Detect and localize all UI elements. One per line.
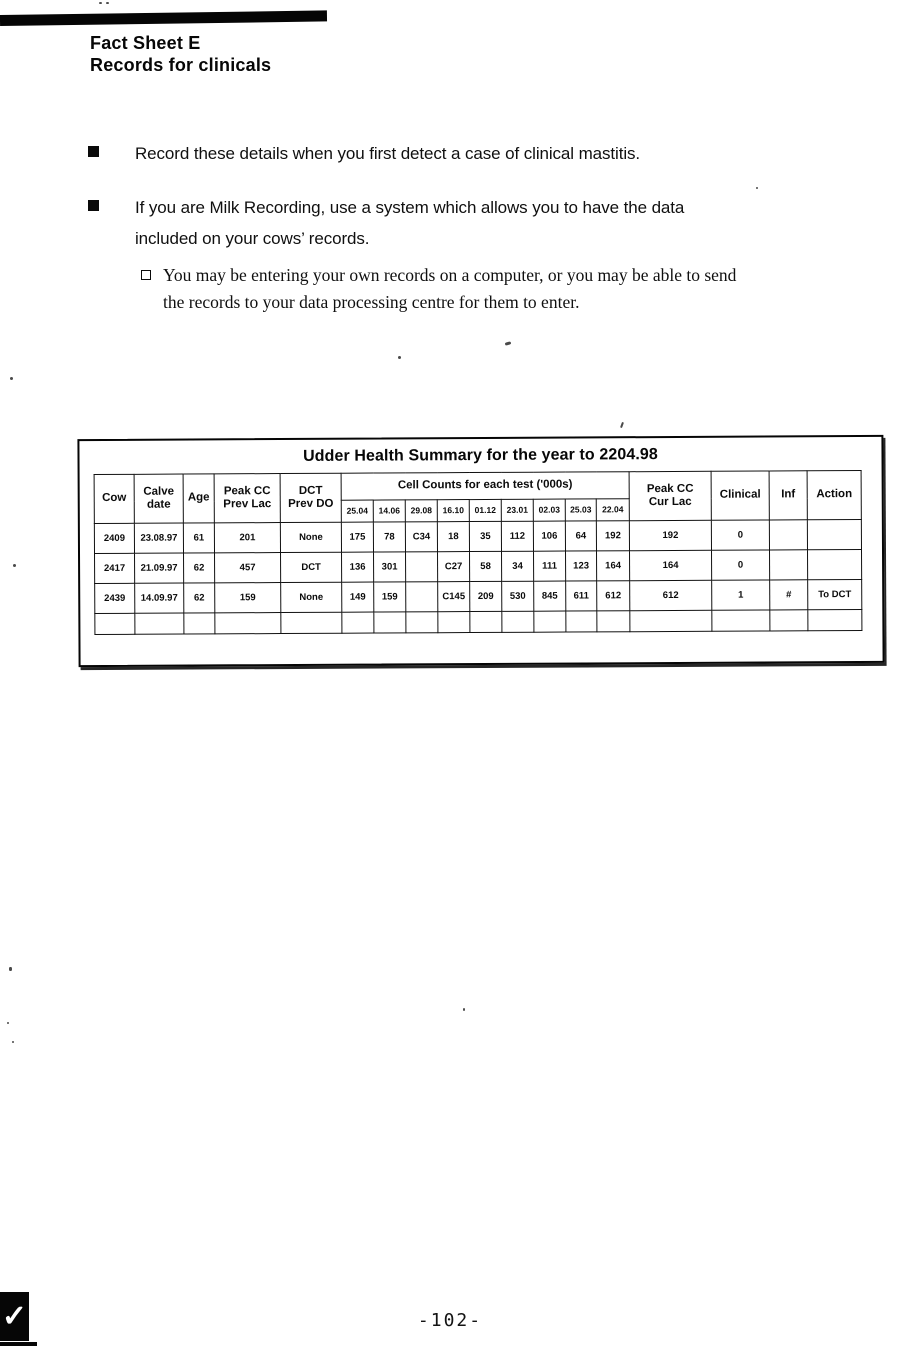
col-header-clinical: Clinical [711, 471, 769, 520]
table-cell: 457 [215, 553, 281, 583]
test-date-header: 02.03 [533, 499, 565, 521]
table-cell [630, 610, 712, 631]
table-cell [470, 611, 502, 632]
table-cell: 159 [215, 583, 281, 613]
table-cell: 35 [469, 521, 501, 551]
table-cell [438, 612, 470, 633]
table-cell [712, 610, 770, 631]
table-cell: None [281, 582, 342, 612]
sub-bullet-text [163, 262, 736, 316]
table-cell: 845 [534, 581, 566, 611]
table-cell: 175 [341, 522, 373, 552]
test-date-header: 29.08 [405, 500, 437, 522]
checkmark-logo-icon: ✓ [0, 1292, 29, 1341]
table-cell [808, 610, 862, 631]
test-date-header: 01.12 [469, 499, 501, 521]
test-date-header: 25.04 [341, 500, 373, 522]
fact-sheet-subtitle: Records for clinicals [90, 55, 272, 75]
table-cell [534, 611, 566, 632]
bullet-2-line: If you are Milk Recording, use a system which allows you to have the data [135, 198, 685, 217]
table-cell: 112 [501, 521, 533, 551]
table-cell [406, 612, 438, 633]
sub-bullet-line: the records to your data processing centre for them to enter. [163, 292, 580, 312]
table-cell [135, 613, 184, 634]
col-header-peak-cc-prev: Peak CC Prev Lac [214, 474, 280, 523]
table-cell: 2409 [94, 523, 134, 553]
table-cell: 64 [565, 521, 596, 551]
test-date-header: 16.10 [437, 500, 469, 522]
table-cell: None [280, 522, 341, 552]
table-cell: 111 [534, 551, 566, 581]
table-cell [566, 611, 597, 632]
scan-artifact [463, 1008, 465, 1011]
table-cell: 611 [566, 581, 597, 611]
table-cell: 530 [502, 581, 534, 611]
col-header-cow: Cow [94, 474, 134, 523]
table-cell: 34 [502, 551, 534, 581]
table-cell: 58 [470, 551, 502, 581]
scan-artifact [10, 377, 13, 380]
table-cell: 209 [470, 581, 502, 611]
table-cell [95, 613, 135, 634]
table-cell: 136 [342, 552, 374, 582]
table-cell [374, 612, 406, 633]
table-cell [769, 520, 807, 550]
table-cell [769, 550, 807, 580]
table-row [95, 580, 862, 614]
scan-artifact [620, 422, 624, 428]
scan-artifact [106, 2, 109, 4]
table-cell: 612 [630, 580, 712, 610]
table-cell: # [770, 580, 808, 610]
table-cell: 14.09.97 [135, 583, 184, 613]
table-cell [406, 552, 438, 582]
table-title: Udder Health Summary for the year to 2204.98 [303, 446, 658, 465]
table-cell: 106 [533, 521, 565, 551]
table-cell [215, 613, 281, 634]
open-square-bullet-icon [141, 270, 151, 280]
col-header-inf: Inf [769, 471, 807, 520]
table-cell [342, 612, 374, 633]
table-cell: 0 [711, 520, 769, 550]
checkmark-logo-strip [0, 1342, 37, 1346]
filled-square-bullet-icon [88, 200, 99, 211]
table-cell: 123 [566, 551, 597, 581]
table-cell [184, 613, 215, 634]
fact-sheet-heading [90, 32, 271, 76]
col-header-cell-counts-group: Cell Counts for each test ('000s) [341, 472, 629, 501]
table-row [94, 520, 861, 554]
page-number: -102- [417, 1310, 483, 1331]
table-cell: 164 [630, 550, 712, 580]
table-cell [770, 610, 808, 631]
col-header-calve-date: Calve date [134, 474, 183, 523]
udder-health-summary-box [77, 435, 884, 667]
filled-square-bullet-icon [88, 146, 99, 157]
table-cell: C27 [438, 552, 470, 582]
table-cell: 1 [712, 580, 770, 610]
udder-health-table [94, 470, 863, 635]
table-cell: 301 [374, 552, 406, 582]
header-row-main [94, 471, 861, 502]
table-cell: DCT [281, 552, 342, 582]
table-cell: 149 [342, 582, 374, 612]
fact-sheet-title: Fact Sheet E [90, 33, 201, 53]
scan-artifact [12, 1041, 14, 1043]
table-body [94, 520, 862, 635]
table-row [95, 610, 862, 635]
table-cell: 164 [597, 551, 630, 581]
col-header-dct-prev: DCT Prev DO [280, 473, 341, 522]
table-cell: 23.08.97 [134, 523, 183, 553]
table-row [95, 550, 862, 584]
scan-artifact [756, 187, 758, 189]
table-cell: To DCT [808, 580, 862, 610]
scan-artifact [9, 967, 12, 971]
table-cell: 612 [597, 581, 630, 611]
table-cell: 78 [373, 522, 405, 552]
test-date-header: 23.01 [501, 499, 533, 521]
table-cell: 159 [374, 582, 406, 612]
table-cell: 201 [214, 523, 280, 553]
table-cell: 18 [437, 522, 469, 552]
test-date-header: 14.06 [373, 500, 405, 522]
sub-bullet-line: You may be entering your own records on a computer, or you may be able to send [163, 265, 737, 285]
bullet-1-line: Record these details when you first detect a case of clinical mastitis. [135, 144, 641, 163]
table-cell: C34 [405, 522, 437, 552]
table-cell [597, 611, 630, 632]
test-date-header: 22.04 [596, 499, 629, 521]
table-cell: 2439 [95, 583, 135, 613]
top-rule [0, 10, 327, 26]
test-date-header: 25.03 [565, 499, 596, 521]
scan-artifact [505, 341, 512, 345]
bullet-1-text [135, 138, 640, 169]
table-cell [502, 611, 534, 632]
table-cell: 2417 [95, 553, 135, 583]
table-cell [281, 612, 342, 633]
scan-artifact [398, 356, 401, 359]
col-header-age: Age [183, 474, 214, 523]
table-cell: 62 [184, 553, 215, 583]
scan-artifact [7, 1022, 9, 1024]
col-header-peak-cc-cur: Peak CC Cur Lac [629, 471, 711, 520]
table-cell: 192 [629, 520, 711, 550]
table-cell: 192 [596, 521, 629, 551]
table-cell: C145 [438, 582, 470, 612]
table-cell: 0 [711, 550, 769, 580]
scan-artifact [13, 564, 16, 567]
bullet-2-line: included on your cows’ records. [135, 229, 370, 248]
col-header-action: Action [807, 471, 861, 520]
table-cell: 21.09.97 [135, 553, 184, 583]
table-cell: 61 [183, 523, 214, 553]
bullet-2-text [135, 192, 684, 254]
table-cell [807, 520, 861, 550]
scan-artifact [99, 2, 102, 4]
table-cell [807, 550, 861, 580]
table-cell [406, 582, 438, 612]
table-cell: 62 [184, 583, 215, 613]
